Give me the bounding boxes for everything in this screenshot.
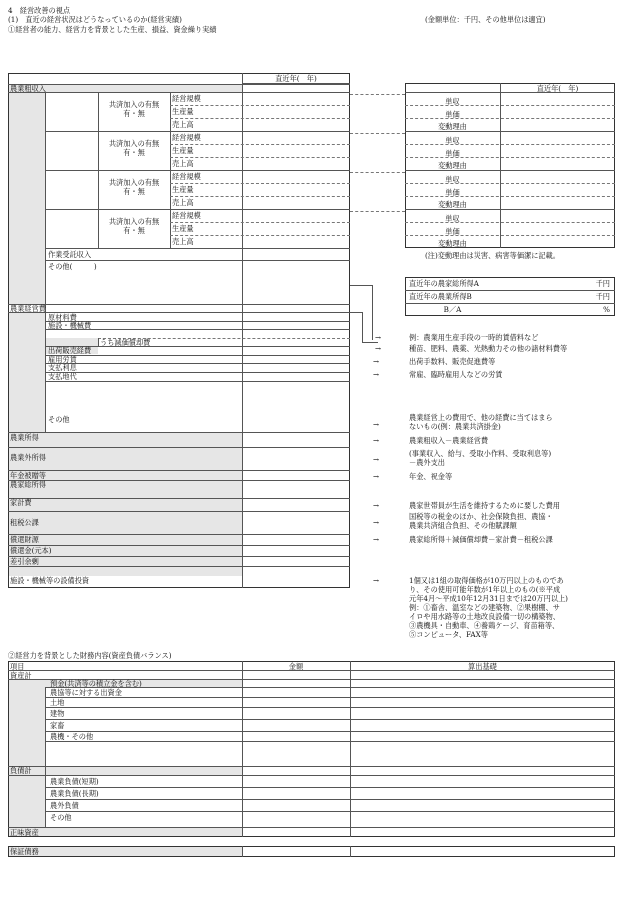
row-sales: 売上高: [172, 120, 194, 129]
row-production: 生産量: [172, 224, 194, 233]
row-land: 土地: [50, 698, 65, 707]
arrow-icon: →: [373, 501, 380, 510]
row-shipping: 出荷販売経費: [48, 346, 92, 355]
arrow-icon: →: [373, 455, 380, 464]
insurance-label: 共済加入の有無: [108, 217, 160, 226]
note-materials: 例：農業用生産手段の一時的賃借料など: [409, 333, 539, 342]
row-total-income: 農家総所得: [10, 480, 46, 489]
table2-title: ②経営力を背景とした財務内容(資産負債バランス): [8, 651, 172, 660]
arrow-icon: →: [373, 518, 380, 527]
note-pension: 年金、祝金等: [409, 472, 453, 481]
note-repay: 農家総所得＋減価償却費－家計費－租税公課: [409, 535, 553, 544]
arrow-icon: →: [373, 535, 380, 544]
subsection-heading: (1) 直近の経営状況はどうなっているのか(経営実績): [8, 15, 182, 24]
row-rent: 支払地代: [48, 372, 77, 381]
note-other-1: 農業経営上の費用で、他の経費に当てはまら: [409, 413, 553, 422]
row-scale: 経営規模: [172, 211, 201, 220]
row-expense: 農業経営費: [10, 304, 46, 313]
note-invest-3: 元年4月～平成10年12月31日までは20万円以上): [409, 594, 568, 603]
note-wages: 常雇、臨時雇用人などの労賃: [409, 370, 503, 379]
side-price: 単価: [445, 149, 460, 158]
row-interest: 支払利息: [48, 363, 77, 372]
side-col-header: 直近年( 年): [536, 84, 579, 93]
side-yield: 単収: [445, 175, 460, 184]
row-liabilities: 負債計: [10, 766, 32, 775]
yes-no-choice: 有・無: [123, 187, 145, 196]
row-buildings: 建物: [50, 709, 65, 718]
note-invest-6: ③農機具・自動車、④養鶏ケージ、育苗箱等、: [409, 621, 560, 630]
side-reason: 変動理由: [438, 200, 467, 209]
note-tax-2: 農業共済組合負担、その他賦課額: [409, 521, 517, 530]
note-invest-1: 1個又は1組の取得価格が10万円以上のものであ: [409, 576, 564, 585]
insurance-label: 共済加入の有無: [108, 139, 160, 148]
note-tax-1: 国税等の税金のほか、社会保険負担、農協・: [409, 512, 553, 521]
insurance-label: 共済加入の有無: [108, 100, 160, 109]
row-nonfarm-income: 農業外所得: [10, 453, 46, 462]
side-reason: 変動理由: [438, 161, 467, 170]
note-invest-2: り、その使用可能年数が1年以上のもの(※平成: [409, 585, 561, 594]
row-pension: 年金被贈等: [10, 471, 46, 480]
row-materials: 原材料費: [48, 313, 77, 322]
row-long-debt: 農業負債(長期): [50, 789, 99, 798]
row-repayment: 償還金(元本): [10, 546, 52, 555]
yes-no-choice: 有・無: [123, 109, 145, 118]
note-farm-income: 農業粗収入－農業経営費: [409, 436, 489, 445]
side-price: 単価: [445, 110, 460, 119]
side-note: (注)変動理由は災害、病害等価潔に記載。: [425, 251, 560, 260]
arrow-icon: →: [373, 370, 380, 379]
note-living: 農家世帯員が生活を維持するために要した費用: [409, 501, 560, 510]
row-living-cost: 家計費: [10, 498, 32, 507]
side-yield: 単収: [445, 97, 460, 106]
col-amount: 金額: [288, 662, 304, 671]
row-wages: 雇用労賃: [48, 355, 77, 364]
row-deposits: 預金(共済等の積立金を含む): [50, 679, 142, 688]
side-price: 単価: [445, 188, 460, 197]
arrow-icon: →: [373, 576, 380, 585]
row-gross-income: 農業粗収入: [10, 84, 46, 93]
yes-no-choice: 有・無: [123, 226, 145, 235]
note-shipping: 出荷手数料、販売促進費等: [409, 357, 496, 366]
insurance-label: 共済加入の有無: [108, 178, 160, 187]
arrow-icon: →: [375, 344, 382, 353]
row-assets: 資産計: [10, 671, 32, 680]
note-other-2: ないもの(例：農業共済掛金): [409, 422, 501, 431]
ratio-label-a: 直近年の農家総所得A: [409, 279, 479, 288]
row-repay-source: 償還財源: [10, 535, 39, 544]
row-other-debt: その他: [50, 813, 72, 822]
row-net-assets: 正味資産: [10, 828, 39, 837]
row-contract-income: 作業受託収入: [48, 250, 92, 259]
note-invest-5: イロや用水路等の土地改良設備一切の構築物、: [409, 612, 560, 621]
side-reason: 変動理由: [438, 122, 467, 131]
arrow-icon: →: [373, 357, 380, 366]
note-facility: 種苗、肥料、農薬、光熱動力その他の諸材料費等: [409, 344, 568, 353]
table1-title: ①経営者の能力、経営力を背景とした生産、損益、資金繰り実績: [8, 25, 217, 34]
row-livestock: 家畜: [50, 721, 65, 730]
row-sales: 売上高: [172, 237, 194, 246]
row-sales: 売上高: [172, 159, 194, 168]
table1-col-header: 直近年( 年): [275, 74, 317, 83]
side-yield: 単収: [445, 136, 460, 145]
yes-no-choice: 有・無: [123, 148, 145, 157]
row-guarantee: 保証債務: [10, 847, 39, 856]
note-invest-4: 例：①畜舎、温室などの建築物、②果樹棚、サ: [409, 603, 560, 612]
row-other-expense: その他: [48, 415, 70, 424]
arrow-icon: →: [373, 436, 380, 445]
ratio-unit-b: 千円: [595, 292, 610, 301]
row-sales: 売上高: [172, 198, 194, 207]
note-nonfarm-1: (事業収入、給与、受取小作料、受取利息等): [409, 449, 552, 458]
row-other-income: その他( ): [48, 262, 97, 271]
row-nonfarm-debt: 農外負債: [50, 801, 79, 810]
row-machinery: 農機・その他: [50, 732, 94, 741]
row-production: 生産量: [172, 185, 194, 194]
col-basis: 算出基礎: [468, 662, 497, 671]
row-investment: 施設・機械等の設備投資: [10, 576, 90, 585]
note-invest-7: ⑤コンピュータ、FAX等: [409, 630, 488, 639]
ratio-label-b: 直近年の農業所得B: [409, 292, 472, 301]
row-farm-income: 農業所得: [10, 433, 39, 442]
row-production: 生産量: [172, 107, 194, 116]
row-facility: 施設・機械費: [48, 321, 92, 330]
row-production: 生産量: [172, 146, 194, 155]
col-item: 項目: [10, 662, 25, 671]
arrow-icon: →: [373, 420, 380, 429]
row-scale: 経営規模: [172, 133, 201, 142]
side-price: 単価: [445, 227, 460, 236]
ratio-unit-a: 千円: [595, 279, 610, 288]
row-scale: 経営規模: [172, 94, 201, 103]
section-heading: 4 経営改善の視点: [8, 6, 71, 15]
row-investment-coop: 農協等に対する出資金: [50, 688, 122, 697]
row-surplus: 差引余剰: [10, 557, 39, 566]
side-yield: 単収: [445, 214, 460, 223]
arrow-icon: →: [373, 472, 380, 481]
arrow-icon: →: [375, 333, 382, 342]
note-nonfarm-2: －農外支出: [409, 458, 445, 467]
unit-note: (金額単位：千円、その他単位は適宜): [425, 15, 546, 24]
row-depreciation: うち減価償却費: [100, 338, 151, 347]
row-scale: 経営規模: [172, 172, 201, 181]
ratio-unit-ba: %: [603, 305, 610, 314]
row-taxes: 租税公課: [10, 518, 39, 527]
ratio-label-ba: B／A: [443, 305, 462, 314]
side-reason: 変動理由: [438, 239, 467, 248]
row-short-debt: 農業負債(短期): [50, 777, 99, 786]
